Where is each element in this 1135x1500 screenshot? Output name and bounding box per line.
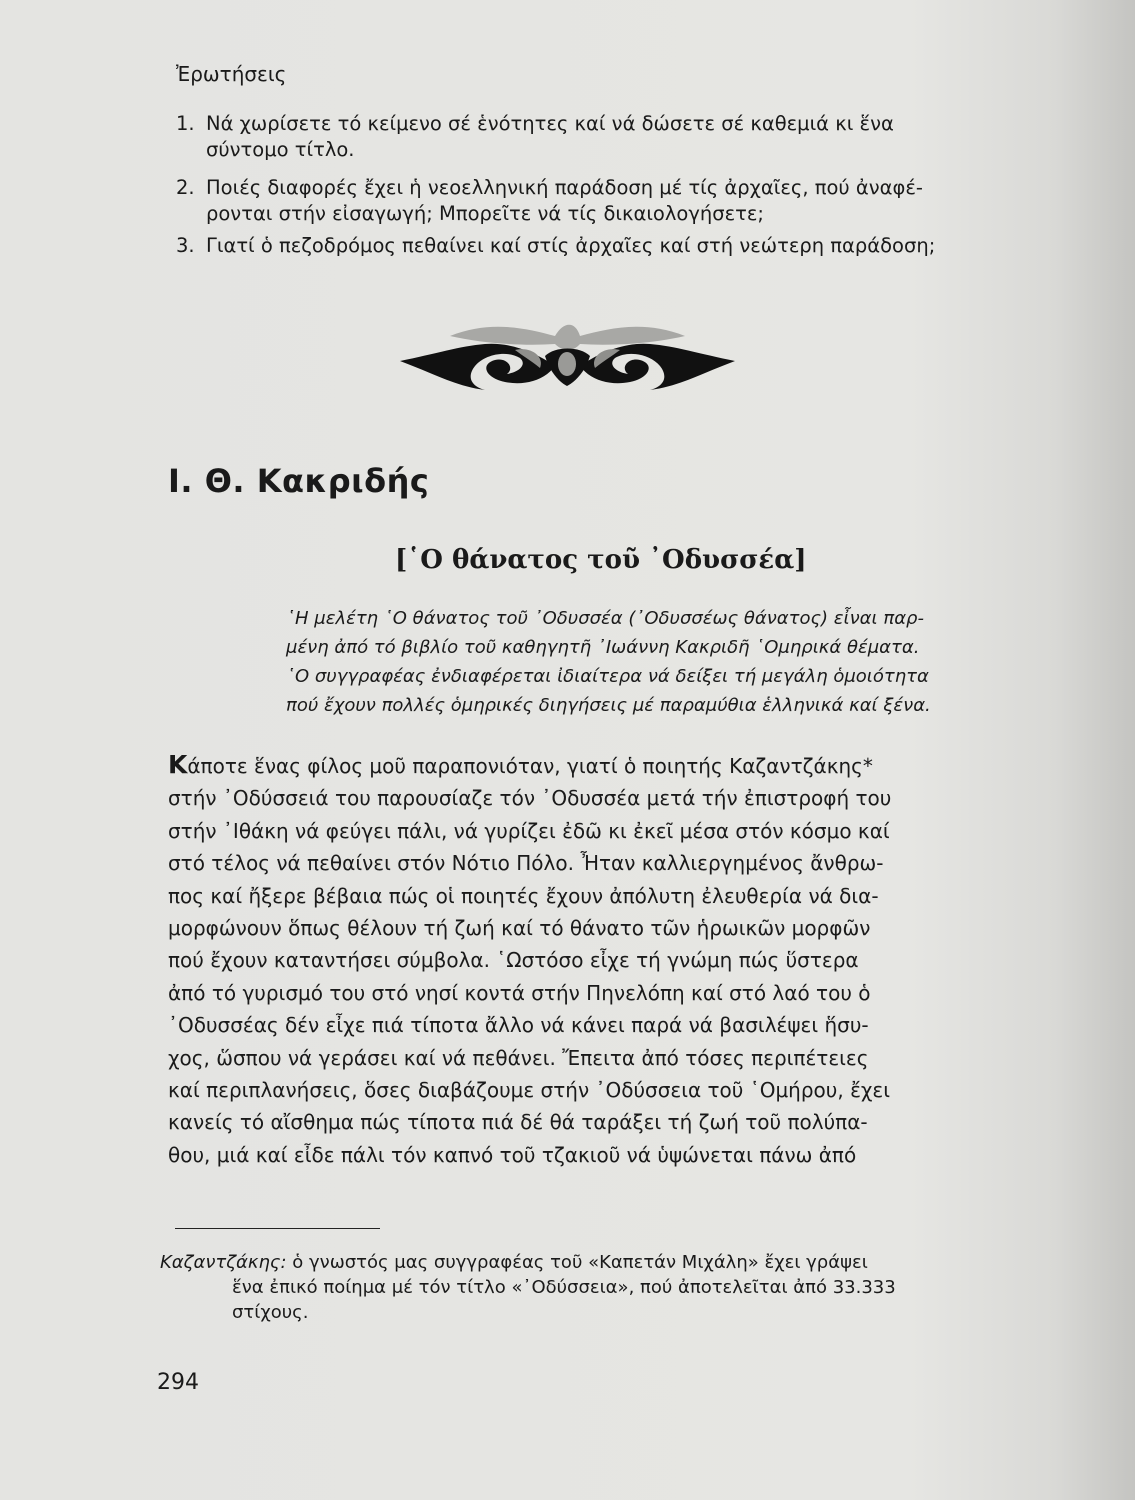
section-title: [῾Ο θάνατος τοῦ ᾿Οδυσσέα] <box>395 545 807 575</box>
body-line: χος, ὥσπου νά γεράσει καί νά πεθάνει. Ἔπειτα ἀπό τόσες περιπέτειες <box>168 1045 869 1070</box>
body-line: ἀπό τό γυρισμό του στό νησί κοντά στήν Πηνελόπη καί στό λαό του ὁ <box>168 980 871 1005</box>
intro-paragraph <box>286 604 1046 720</box>
body-line: κανείς τό αἴσθημα πώς τίποτα πιά δέ θά ταράξει τή ζωή τοῦ πολύπα- <box>168 1110 868 1135</box>
body-line: στήν ᾿Οδύσσειά του παρουσίαζε τόν ᾿Οδυσσέα μετά τήν ἐπιστροφή του <box>168 786 892 811</box>
body-line: θου, μιά καί εἶδε πάλι τόν καπνό τοῦ τζακιοῦ νά ὑψώνεται πάνω ἀπό <box>168 1142 857 1167</box>
question-3 <box>176 233 1036 259</box>
dropcap: Κ <box>168 750 188 779</box>
body-line: μορφώνουν ὅπως θέλουν τή ζωή καί τό θάνατο τῶν ἡρωικῶν μορφῶν <box>168 916 871 941</box>
question-line: ρονται στήν εἰσαγωγή; Μπορεῖτε νά τίς δικαιολογήσετε; <box>206 202 764 225</box>
intro-line: ῾Η μελέτη ῾Ο θάνατος τοῦ ᾿Οδυσσέα (᾿Οδυσσέως θάνατος) εἶναι παρ- <box>286 608 924 629</box>
question-line: Ποιές διαφορές ἔχει ἡ νεοελληνική παράδοση μέ τίς ἀρχαῖες, πού ἀναφέ- <box>206 176 923 199</box>
body-text <box>168 749 1048 1171</box>
body-line: στήν ᾿Ιθάκη νά φεύγει πάλι, νά γυρίζει ἐδῶ κι ἐκεῖ μέσα στόν κόσμο καί <box>168 818 890 843</box>
ornament-icon <box>395 316 740 396</box>
footnote-text: ὁ γνωστός μας συγγραφέας τοῦ «Καπετάν Μιχάλη» ἔχει γράψει <box>286 1252 868 1273</box>
question-1 <box>176 111 1036 163</box>
question-line: Νά χωρίσετε τό κείμενο σέ ἑνότητες καί νά δώσετε σέ καθεμιά κι ἕνα <box>206 112 894 135</box>
page-number: 294 <box>157 1370 199 1395</box>
footnote-divider <box>175 1228 380 1229</box>
body-line: στό τέλος νά πεθαίνει στόν Νότιο Πόλο. Ἦταν καλλιεργημένος ἄνθρω- <box>168 851 884 876</box>
question-number: 1. <box>176 112 195 135</box>
question-2 <box>176 175 1036 227</box>
body-line: καί περιπλανήσεις, ὅσες διαβάζουμε στήν ᾿Οδύσσεια τοῦ ῾Ομήρου, ἔχει <box>168 1078 891 1103</box>
body-line <box>168 749 1048 782</box>
questions-heading: Ἐρωτήσεις <box>176 62 287 86</box>
footnote <box>160 1250 1040 1325</box>
body-line: ᾿Οδυσσέας δέν εἶχε πιά τίποτα ἄλλο νά κάνει παρά νά βασιλέψει ἥσυ- <box>168 1013 869 1038</box>
question-number: 2. <box>176 176 195 199</box>
intro-line: μένη ἀπό τό βιβλίο τοῦ καθηγητῆ ᾿Ιωάννη Κακριδῆ ῾Ομηρικά θέματα. <box>286 637 920 658</box>
footnote-term: Καζαντζάκης: <box>160 1252 287 1273</box>
body-line-rest: άποτε ἕνας φίλος μοῦ παραπονιόταν, γιατί ὁ ποιητής Καζαντζάκης* <box>187 754 873 778</box>
author-heading: Ι. Θ. Κακριδής <box>168 462 430 500</box>
footnote-line: ἕνα ἐπικό ποίημα μέ τόν τίτλο «᾿Οδύσσεια», πού ἀποτελεῖται ἀπό 33.333 <box>232 1277 896 1298</box>
intro-line: ῾Ο συγγραφέας ἐνδιαφέρεται ἰδιαίτερα νά δείξει τή μεγάλη ὁμοιότητα <box>286 666 929 687</box>
body-line: πού ἔχουν καταντήσει σύμβολα. ῾Ωστόσο εἶχε τή γνώμη πώς ὕστερα <box>168 948 859 973</box>
intro-line: πού ἔχουν πολλές ὁμηρικές διηγήσεις μέ παραμύθια ἑλληνικά καί ξένα. <box>286 695 931 716</box>
footnote-line <box>160 1250 1040 1275</box>
question-line: σύντομο τίτλο. <box>206 138 355 161</box>
footnote-line: στίχους. <box>232 1302 309 1323</box>
question-number: 3. <box>176 234 195 257</box>
body-line: πος καί ἤξερε βέβαια πώς οἱ ποιητές ἔχουν ἀπόλυτη ἐλευθερία νά δια- <box>168 883 879 908</box>
question-line: Γιατί ὁ πεζοδρόμος πεθαίνει καί στίς ἀρχαῖες καί στή νεώτερη παράδοση; <box>206 234 936 257</box>
